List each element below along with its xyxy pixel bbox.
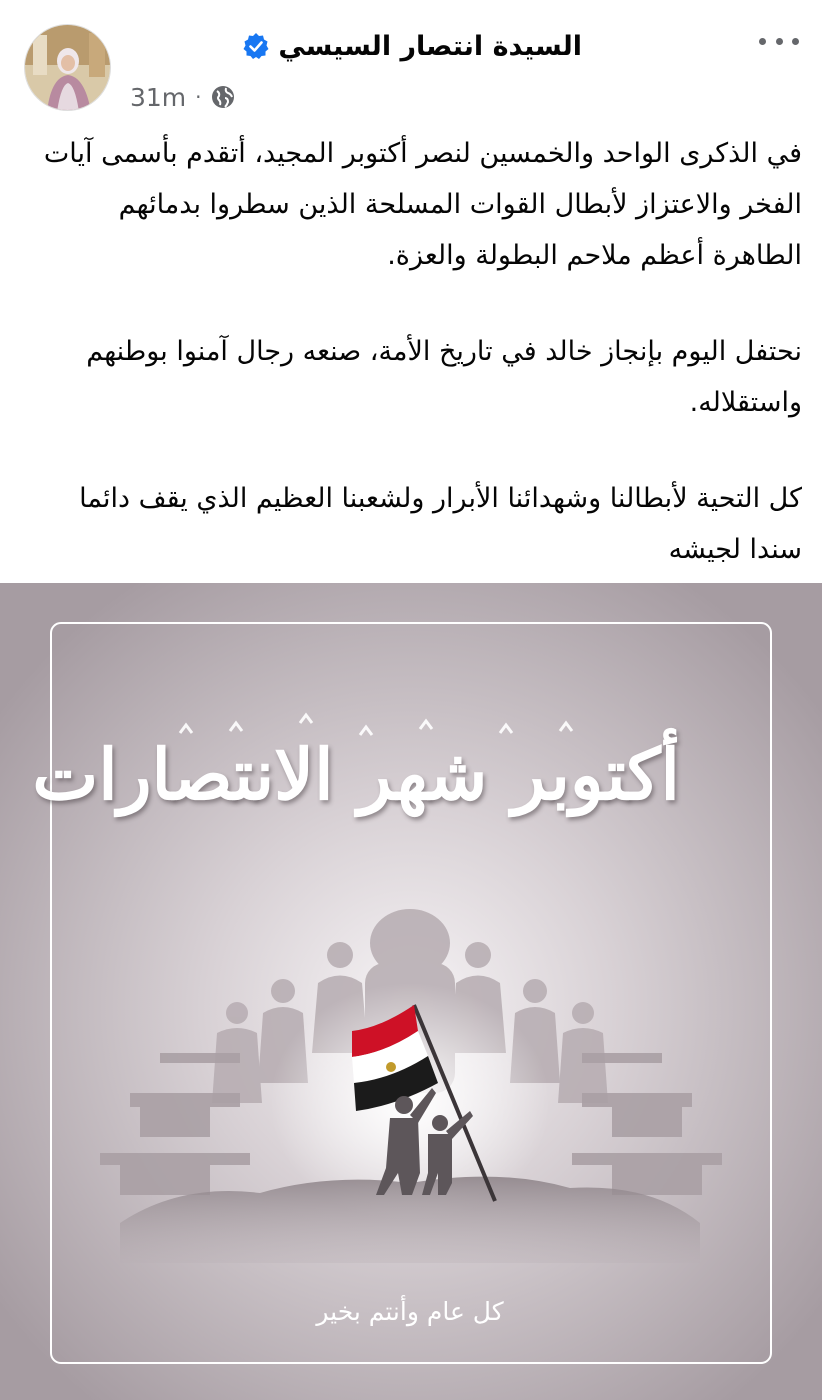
meta-separator: · xyxy=(195,85,202,109)
post-body xyxy=(40,128,802,575)
post-paragraph: في الذكرى الواحد والخمسين لنصر أكتوبر المجيد، أتقدم بأسمى آيات الفخر والاعتزاز لأبطال القوات المسلحة الذين سطروا بدمائهم الطاهرة أعظم ملاحم البطولة والعزة. xyxy=(43,138,802,271)
author-row[interactable] xyxy=(242,26,582,66)
avatar[interactable] xyxy=(24,24,111,111)
post-header xyxy=(0,0,822,125)
post-paragraph: نحتفل اليوم بإنجاز خالد في تاريخ الأمة، صنعه رجال آمنوا بوطنهم واستقلاله. xyxy=(86,336,802,418)
author-name[interactable]: السيدة انتصار السيسي xyxy=(278,30,582,62)
greeting-text: كل عام وأنتم بخير xyxy=(316,1297,504,1326)
calligraphy-title: أكتوبر شهر الانتصارات xyxy=(32,733,680,816)
more-options-icon xyxy=(792,38,799,45)
post-meta xyxy=(130,80,235,114)
more-options-icon xyxy=(776,38,783,45)
verified-badge-icon xyxy=(242,32,270,60)
more-options-button[interactable] xyxy=(756,28,802,54)
globe-icon[interactable] xyxy=(211,85,235,109)
avatar-photo xyxy=(25,25,111,111)
more-options-icon xyxy=(759,38,766,45)
post-timestamp[interactable]: 31m xyxy=(130,82,187,112)
post-paragraph: كل التحية لأبطالنا وشهدائنا الأبرار ولشعبنا العظيم الذي يقف دائما سندا لجيشه xyxy=(79,483,802,565)
